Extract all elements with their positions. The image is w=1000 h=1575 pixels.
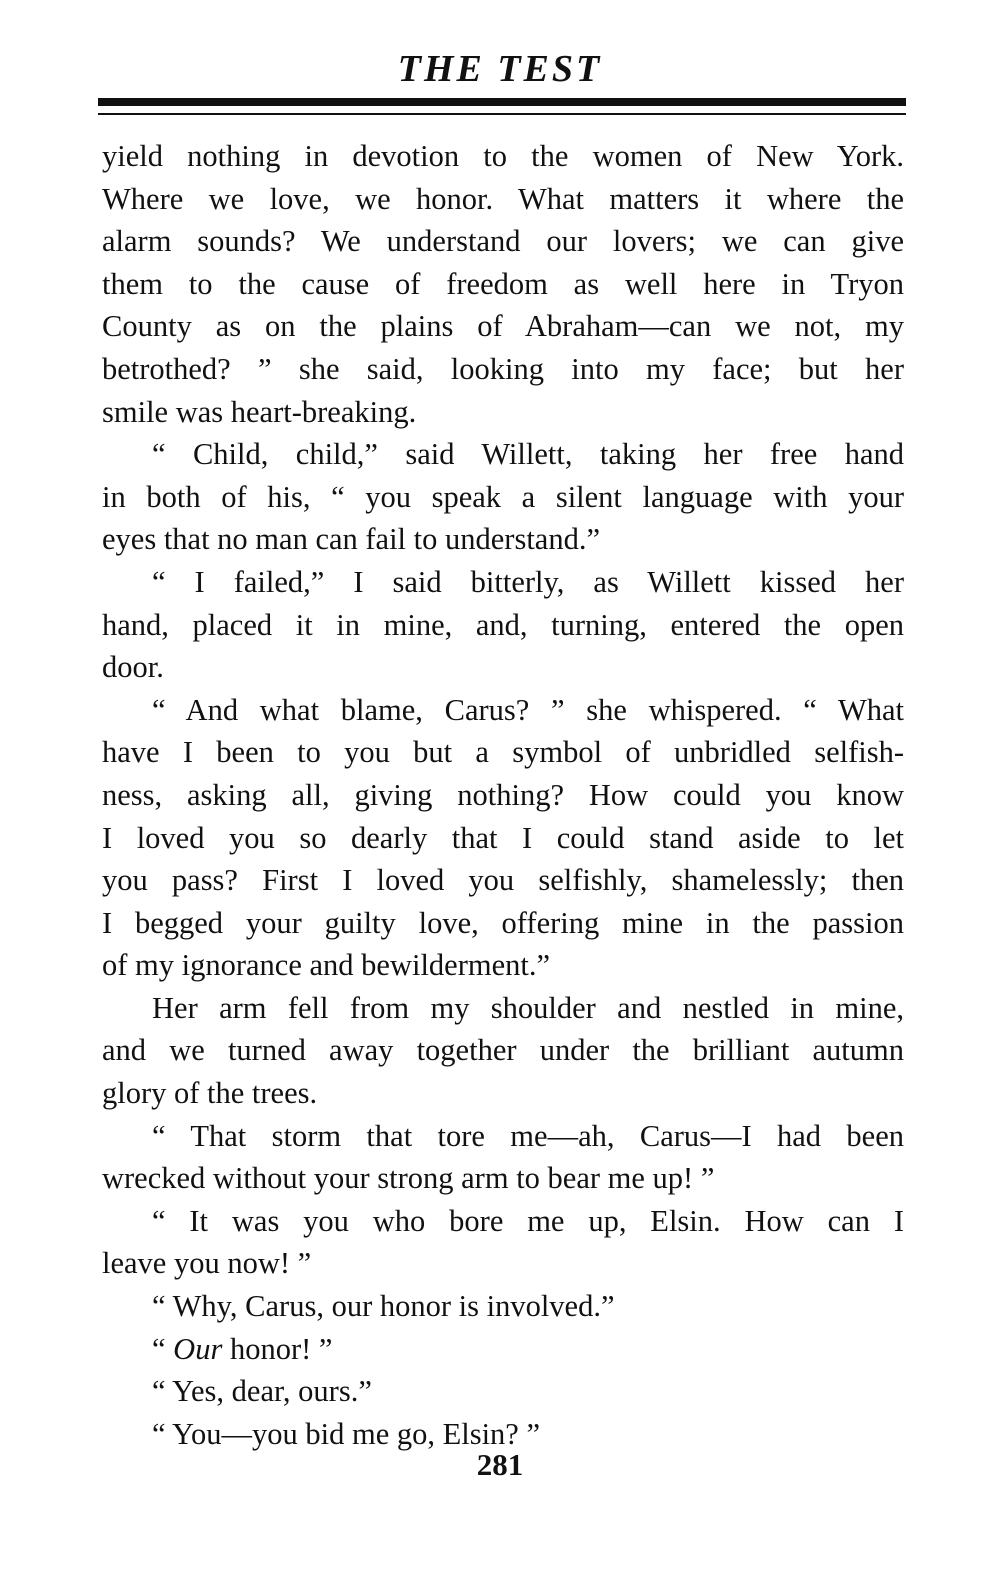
text-line: of my ignorance and bewilderment.” — [102, 948, 551, 983]
text-line: Where we love, we honor. What matters it where the — [102, 181, 904, 216]
text-line: “ And what blame, Carus? ” she whispered. “ What — [152, 692, 904, 727]
body-text — [102, 135, 904, 1455]
text-line: wrecked without your strong arm to bear me up! ” — [102, 1161, 715, 1196]
text-line: ness, asking all, giving nothing? How could you know — [102, 777, 904, 812]
text-line: alarm sounds? We understand our lovers; we can give — [102, 224, 904, 259]
text-line: Her arm fell from my shoulder and nestled in mine, — [152, 990, 904, 1025]
running-title: THE TEST — [397, 48, 603, 90]
text-line: “ Yes, dear, ours.” — [152, 1374, 372, 1409]
header-rule-thin — [98, 113, 906, 115]
text-line: I begged your guilty love, offering mine in the passion — [102, 905, 904, 940]
text-line: “ I failed,” I said bitterly, as Willett kissed her — [152, 564, 904, 599]
text-line: glory of the trees. — [102, 1076, 318, 1111]
text-line: have I been to you but a symbol of unbridled selfish- — [102, 735, 904, 770]
text-line: “ You—you bid me go, Elsin? ” — [152, 1416, 541, 1451]
text-line: County as on the plains of Abraham—can we not, my — [102, 309, 904, 344]
header-rule-thick — [98, 98, 906, 106]
text-line: hand, placed it in mine, and, turning, entered the open — [102, 607, 904, 642]
text-line: “ Our honor! ” — [152, 1331, 333, 1366]
text-line: I loved you so dearly that I could stand aside to let — [102, 820, 904, 855]
text-line: “ It was you who bore me up, Elsin. How can I — [152, 1203, 904, 1238]
text-line: “ Why, Carus, our honor is involved.” — [152, 1289, 615, 1324]
text-line: them to the cause of freedom as well here in Tryon — [102, 266, 904, 301]
text-line: eyes that no man can fail to understand.” — [102, 522, 600, 557]
text-line: “ Child, child,” said Willett, taking her free hand — [152, 437, 904, 472]
text-line: smile was heart-breaking. — [102, 394, 417, 429]
page-number: 281 — [476, 1447, 524, 1482]
text-line: you pass? First I loved you selfishly, shamelessly; then — [102, 863, 904, 898]
text-line: yield nothing in devotion to the women of New York. — [102, 139, 904, 173]
text-line: betrothed? ” she said, looking into my face; but her — [102, 351, 904, 386]
text-line: “ That storm that tore me—ah, Carus—I had been — [152, 1118, 904, 1153]
text-line: door. — [102, 650, 164, 685]
text-line: and we turned away together under the brilliant autumn — [102, 1033, 904, 1068]
text-line: leave you now! ” — [102, 1246, 312, 1281]
text-line: in both of his, “ you speak a silent language with your — [102, 479, 904, 514]
emphasis: Our — [173, 1331, 223, 1366]
